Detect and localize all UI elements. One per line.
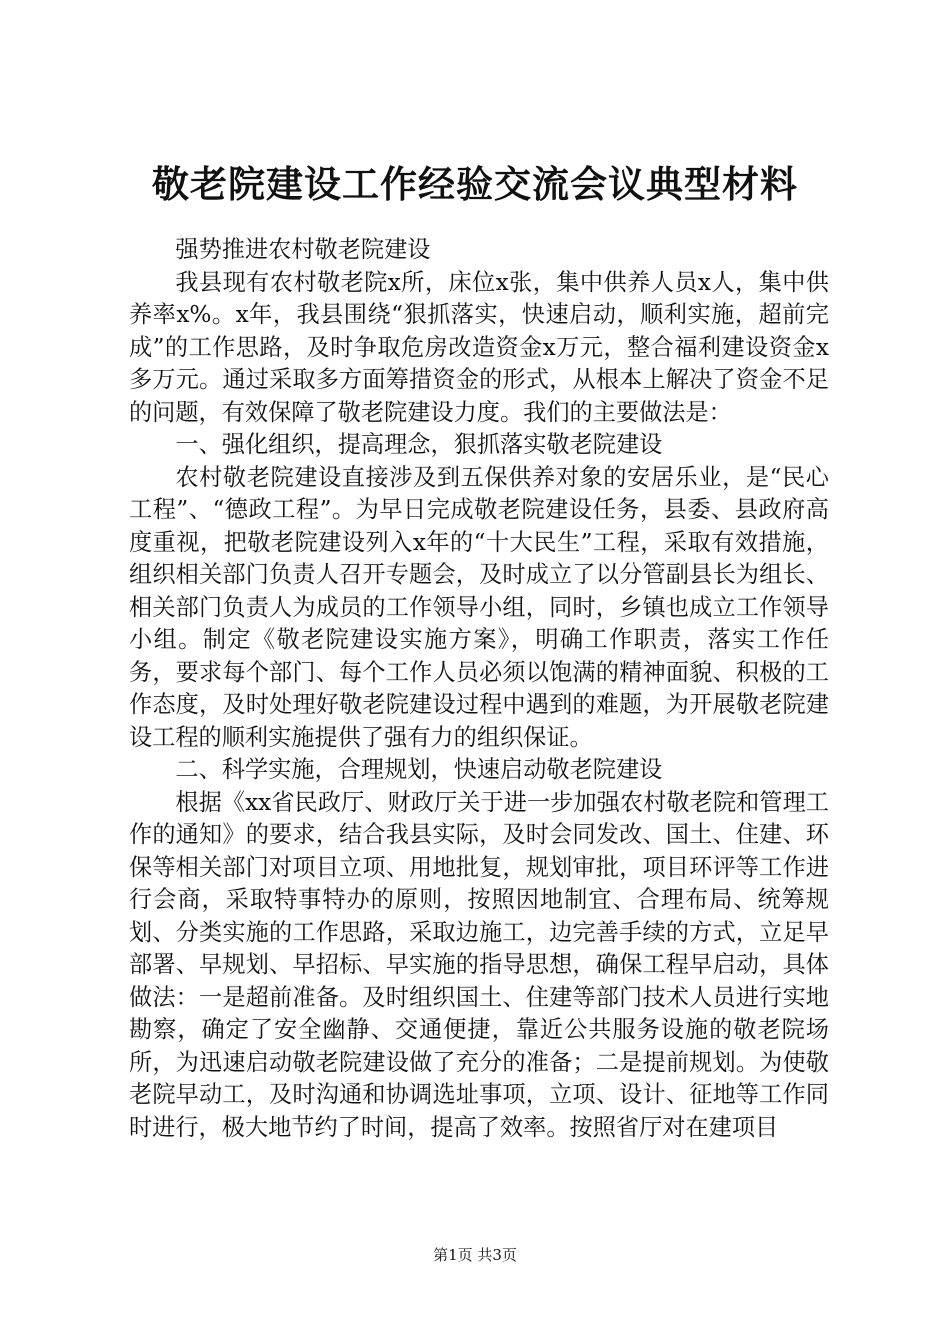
section-heading-2: 二、科学实施，合理规划，快速启动敬老院建设 (175, 756, 663, 783)
subtitle-paragraph: 强势推进农村敬老院建设 (175, 236, 431, 263)
section-2-paragraph: 根据《xx省民政厅、财政厅关于进一步加强农村敬老院和管理工作的通知》的要求，结合我县实际，及时会同发改、国土、住建、环保等相关部门对项目立项、用地批复，规划审批，项目环评等工作进行会商，采取特事特办的原则，按照因地制宜、合理布局、统筹规划、分类实施的工作思路，采取边施工，边完善手续的方式，立足早部署、早规划、早招标、早实施的指导思想，确保工程早启动，具体做法：一是超前准备。及时组织国土、住建等部门技术人员进行实地勘察，确定了安全幽静、交通便捷，靠近公共服务设施的敬老院场所，为迅速启动敬老院建设做了充分的准备；二是提前规划。为使敬老院早动工，及时沟通和协调选址事项，立项、设计、征地等工作同时进行，极大地节约了时间，提高了效率。按照省厅对在建项目 (129, 788, 829, 1141)
intro-paragraph: 我县现有农村敬老院x所，床位x张，集中供养人员x人，集中供养率x%。x年，我县围绕“狠抓落实，快速启动，顺利实施，超前完成”的工作思路，及时争取危房改造资金x万元，整合福利建设资金x多万元。通过采取多方面筹措资金的形式，从根本上解决了资金不足的问题，有效保障了敬老院建设力度。我们的主要做法是： (129, 268, 829, 426)
section-heading-1: 一、强化组织，提高理念，狠抓落实敬老院建设 (175, 431, 663, 458)
document-body (129, 234, 829, 1144)
document-title: 敬老院建设工作经验交流会议典型材料 (152, 162, 798, 206)
section-1-paragraph: 农村敬老院建设直接涉及到五保供养对象的安居乐业，是“民心工程”、“德政工程”。为早日完成敬老院建设任务，县委、县政府高度重视，把敬老院建设列入x年的“十大民生”工程，采取有效措施，组织相关部门负责人召开专题会，及时成立了以分管副县长为组长、相关部门负责人为成员的工作领导小组，同时，乡镇也成立工作领导小组。制定《敬老院建设实施方案》，明确工作职责，落实工作任务，要求每个部门、每个工作人员必须以饱满的精神面貌、积极的工作态度，及时处理好敬老院建设过程中遇到的难题，为开展敬老院建设工程的顺利实施提供了强有力的组织保证。 (129, 463, 829, 751)
page-footer: 第1页 共3页 (433, 1246, 517, 1264)
